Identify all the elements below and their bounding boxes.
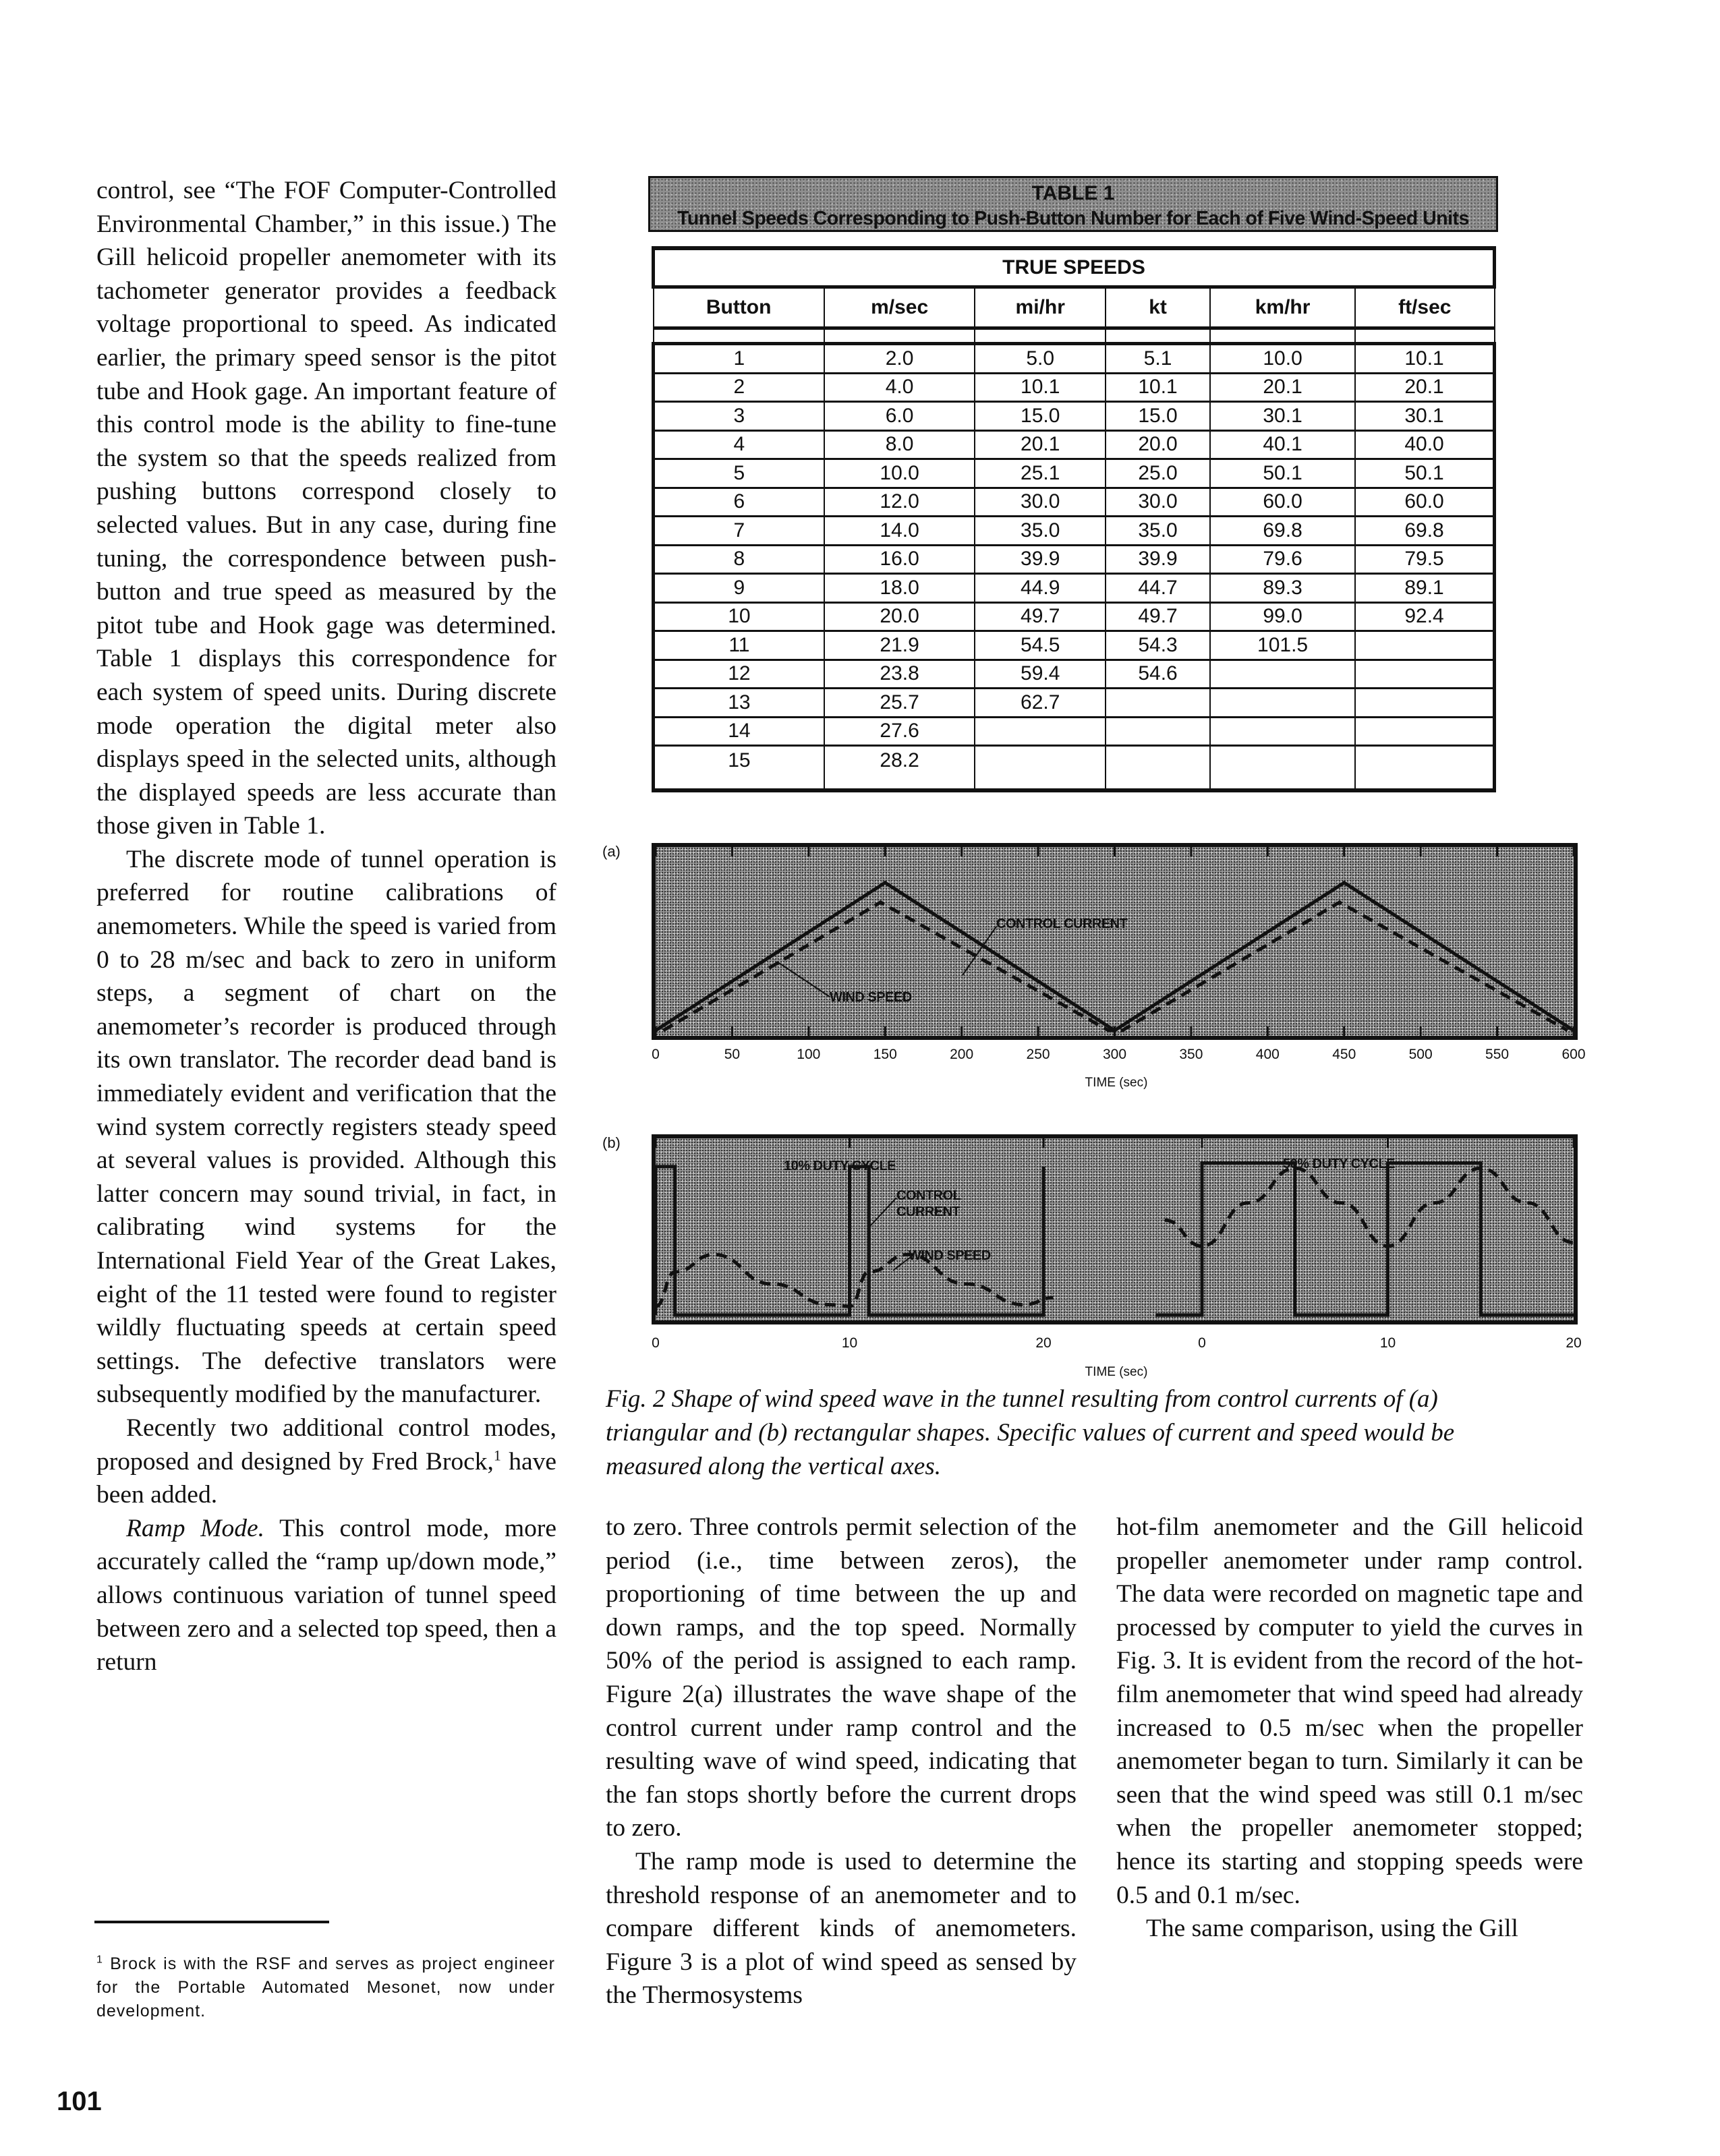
panel-b-label: (b) [602, 1134, 621, 1151]
wind-speed-curve [1165, 1168, 1574, 1246]
annotation-leader-line [777, 962, 830, 997]
table-cell: 54.6 [1106, 660, 1210, 689]
panel-a-label: (a) [602, 843, 621, 860]
column-header: m/sec [824, 287, 975, 328]
x-tick-label: 0 [1198, 1335, 1206, 1351]
section-run-in-heading: Ramp Mode. [126, 1514, 265, 1542]
table-cell: 44.9 [975, 574, 1106, 603]
x-tick-label: 10 [841, 1335, 858, 1351]
x-tick-label: 20 [1035, 1335, 1052, 1351]
table-cell: 69.8 [1210, 517, 1355, 546]
table-row [654, 459, 1495, 488]
table-cell: 5.1 [1106, 344, 1210, 374]
table-title: Tunnel Speeds Corresponding to Push-Button Number for Each of Five Wind-Speed Units [677, 208, 1469, 229]
column-header: mi/hr [975, 287, 1106, 328]
middle-text-column [606, 1511, 1077, 2012]
table-cell: 25.1 [975, 459, 1106, 488]
table-cell: 35.0 [975, 517, 1106, 546]
table-cell: 101.5 [1210, 631, 1355, 660]
table-row [654, 746, 1495, 791]
table-cell: 13 [654, 689, 824, 718]
table-cell: 5.0 [975, 344, 1106, 374]
paragraph-text: Recently two additional control modes, proposed and designed by Fred Brock, [96, 1414, 556, 1476]
speed-table [652, 246, 1496, 792]
table-cell: 69.8 [1355, 517, 1494, 546]
paragraph [96, 1512, 556, 1679]
table-row [654, 402, 1495, 431]
x-tick-label: 250 [1026, 1047, 1050, 1062]
table-cell: 27.6 [824, 717, 975, 746]
x-tick-label: 100 [797, 1047, 821, 1062]
paragraph: control, see “The FOF Computer-Controlled Environmental Chamber,” in this issue.) The Gill helicoid propeller anemometer with its tachometer generator provides a feedback voltage proportional to speed. As indicated earlier, the primary speed sensor is the pitot tube and Hook gage. An important feature of this control mode is the ability to fine-tune the system so that the speeds realized from pushing buttons correspond closely to selected values. But in any case, during fine tuning, the correspondence between push-button and true speed as measured by the pitot tube and Hook gage was determined. Table 1 displays this correspondence for each system of speed units. During discrete mode operation the digital meter also displays speed in the selected units, although the displayed speeds are less accurate than those given in Table 1. [96, 177, 556, 840]
table-row [654, 430, 1495, 459]
table-cell: 44.7 [1106, 574, 1210, 603]
annotation-current: CURRENT [896, 1204, 961, 1219]
figure-2b-x-axis-title: TIME (sec) [1085, 1365, 1148, 1379]
table-cell: 92.4 [1355, 602, 1494, 631]
table-cell: 50.1 [1210, 459, 1355, 488]
table-cell [1355, 746, 1494, 791]
table-cell: 40.1 [1210, 430, 1355, 459]
table-body [654, 328, 1495, 791]
table-cell: 5 [654, 459, 824, 488]
table-row [654, 517, 1495, 546]
table-cell: 54.3 [1106, 631, 1210, 660]
x-tick-label: 10 [1379, 1335, 1396, 1351]
annotation-control: CONTROL [896, 1188, 961, 1203]
table-cell: 23.8 [824, 660, 975, 689]
table-cell: 10.1 [1355, 344, 1494, 374]
table-row [654, 545, 1495, 574]
table-cell: 20.0 [1106, 430, 1210, 459]
paragraph: to zero. Three controls permit selection of the period (i.e., time between zeros), the proportioning of time between the up and down ramps, and the top speed. Normally 50% of the period is assigned to each ramp. Figure 2(a) illustrates the wave shape of the control current under ramp control and the resulting wave of wind speed, indicating that the fan stops shortly before the current drops to zero. [606, 1513, 1077, 1842]
table-cell: 8 [654, 545, 824, 574]
spacer-cell [1355, 328, 1494, 344]
table-group-header: TRUE SPEEDS [654, 248, 1495, 287]
paragraph: The same comparison, using the Gill [1146, 1915, 1518, 1943]
spacer-cell [654, 328, 824, 344]
table-cell: 49.7 [1106, 602, 1210, 631]
table-cell [1355, 631, 1494, 660]
table-cell: 39.9 [975, 545, 1106, 574]
annotation-leader-line [870, 1198, 896, 1226]
table-cell: 40.0 [1355, 430, 1494, 459]
paragraph-text: have been added. [96, 1447, 556, 1509]
spacer-cell [975, 328, 1106, 344]
paragraph: The discrete mode of tunnel operation is preferred for routine calibrations of anemometers. While the speed is varied from 0 to 28 m/sec and back to zero in uniform steps, a segment of chart on the anemometer’s recorder is produced through its own translator. The recorder dead band is immediately evident and verification that the wind system correctly registers steady speed at several values is provided. Although this latter concern may sound trivial, in fact, in calibrating wind systems for the International Field Year of the Great Lakes, eight of the 11 tested were found to register wildly fluctuating speeds at certain speed settings. The defective translators were subsequently modified by the manufacturer. [96, 845, 556, 1409]
table-cell: 30.0 [1106, 488, 1210, 517]
table-cell: 79.5 [1355, 545, 1494, 574]
table-cell [1355, 660, 1494, 689]
table-spacer-row [654, 328, 1495, 344]
annotation-wind-speed: WIND SPEED [830, 990, 912, 1005]
annotation-10-duty-cycle: 10% DUTY CYCLE [784, 1159, 896, 1173]
table-cell: 12 [654, 660, 824, 689]
control-current-line [1155, 1163, 1574, 1315]
table-cell [1210, 660, 1355, 689]
table-row [654, 660, 1495, 689]
table-cell: 89.3 [1210, 574, 1355, 603]
table-cell [975, 717, 1106, 746]
table-cell: 60.0 [1355, 488, 1494, 517]
figure-caption: Fig. 2 Shape of wind speed wave in the tunnel resulting from control currents of (a) triangular and (b) rectangular shapes. Specific values of current and speed would be measured along the vertical axes. [606, 1385, 1455, 1480]
x-tick-label: 600 [1561, 1047, 1586, 1062]
footnote-marker: 1 [96, 1954, 103, 1966]
x-tick-label: 300 [1102, 1047, 1127, 1062]
figure-2b-plot [652, 1134, 1578, 1324]
table-cell [1106, 689, 1210, 718]
annotation-50-duty-cycle: 50% DUTY CYCLE [1283, 1157, 1396, 1171]
table-cell: 30.1 [1355, 402, 1494, 431]
table-cell: 20.0 [824, 602, 975, 631]
table-cell: 3 [654, 402, 824, 431]
table-cell: 62.7 [975, 689, 1106, 718]
paragraph [96, 1411, 556, 1512]
wind-speed-curve [656, 1254, 1053, 1306]
table-cell: 21.9 [824, 631, 975, 660]
table-row [654, 689, 1495, 718]
table-cell: 25.0 [1106, 459, 1210, 488]
spacer-cell [824, 328, 975, 344]
page-number: 101 [57, 2087, 102, 2116]
table-cell: 18.0 [824, 574, 975, 603]
table-row [654, 344, 1495, 374]
table-cell [1355, 717, 1494, 746]
x-tick-label: 0 [652, 1335, 660, 1351]
table-cell: 20.1 [975, 430, 1106, 459]
x-tick-label: 350 [1179, 1047, 1203, 1062]
table-cell: 14 [654, 717, 824, 746]
annotation-wind-speed: WIND SPEED [909, 1248, 991, 1263]
table-cell: 15.0 [1106, 402, 1210, 431]
table-cell: 60.0 [1210, 488, 1355, 517]
x-tick-label: 200 [950, 1047, 974, 1062]
table-cell [1210, 746, 1355, 791]
control-current-line [656, 883, 1574, 1030]
table-row [654, 373, 1495, 402]
footnote [96, 1952, 555, 2023]
table-cell: 20.1 [1355, 373, 1494, 402]
column-header: kt [1106, 287, 1210, 328]
x-tick-label: 450 [1332, 1047, 1356, 1062]
table-cell: 14.0 [824, 517, 975, 546]
table-cell: 6.0 [824, 402, 975, 431]
table-cell: 12.0 [824, 488, 975, 517]
table-cell: 50.1 [1355, 459, 1494, 488]
table-cell: 15.0 [975, 402, 1106, 431]
table-cell: 6 [654, 488, 824, 517]
table-cell: 10.0 [824, 459, 975, 488]
column-header: km/hr [1210, 287, 1355, 328]
table-cell: 2 [654, 373, 824, 402]
table-title-banner [648, 176, 1498, 232]
left-text-column [96, 174, 556, 1679]
figure-2a-plot [652, 843, 1578, 1040]
table-cell: 10.1 [1106, 373, 1210, 402]
table-cell: 30.0 [975, 488, 1106, 517]
table-row [654, 717, 1495, 746]
paragraph: The ramp mode is used to determine the threshold response of an anemometer and to compare different kinds of anemometers. Figure 3 is a plot of wind speed as sensed by the Thermosystems [606, 1847, 1077, 2010]
x-tick-label: 50 [724, 1047, 741, 1062]
table-cell: 11 [654, 631, 824, 660]
table-cell: 54.5 [975, 631, 1106, 660]
table-cell: 2.0 [824, 344, 975, 374]
x-tick-label: 500 [1408, 1047, 1433, 1062]
paragraph: hot-film anemometer and the Gill helicoid propeller anemometer under ramp control. The data were recorded on magnetic tape and processed by computer to yield the curves in Fig. 3. It is evident from the record of the hot-film anemometer that wind speed had already increased to 0.5 m/sec when the propeller anemometer began to turn. Similarly it can be seen that the wind speed was still 0.1 m/sec when the propeller anemometer stopped; hence its starting and stopping speeds were 0.5 and 0.1 m/sec. [1116, 1513, 1583, 1909]
table-cell: 7 [654, 517, 824, 546]
table-label: TABLE 1 [1031, 182, 1115, 204]
table-row [654, 574, 1495, 603]
table-row [654, 488, 1495, 517]
table-cell [1106, 746, 1210, 791]
column-header: ft/sec [1355, 287, 1494, 328]
table-cell: 30.1 [1210, 402, 1355, 431]
x-tick-label: 20 [1566, 1335, 1582, 1351]
table-cell [1210, 717, 1355, 746]
table-cell: 25.7 [824, 689, 975, 718]
footnote-text: Brock is with the RSF and serves as project engineer for the Portable Automated Mesonet, now under development. [96, 1954, 555, 2020]
figure-2a-x-axis-title: TIME (sec) [1085, 1076, 1148, 1090]
spacer-cell [1210, 328, 1355, 344]
table-cell: 16.0 [824, 545, 975, 574]
table-cell: 39.9 [1106, 545, 1210, 574]
control-current-line [656, 1167, 1043, 1315]
table-row [654, 631, 1495, 660]
x-tick-label: 550 [1485, 1047, 1510, 1062]
table-cell [1106, 717, 1210, 746]
spacer-cell [1106, 328, 1210, 344]
table-cell: 9 [654, 574, 824, 603]
table-cell [1210, 689, 1355, 718]
table-cell: 15 [654, 746, 824, 791]
table-cell: 89.1 [1355, 574, 1494, 603]
figure-2a-svg [656, 847, 1574, 1036]
table-cell: 35.0 [1106, 517, 1210, 546]
x-tick-label: 0 [652, 1047, 660, 1062]
table-cell: 10.0 [1210, 344, 1355, 374]
table-cell: 10 [654, 602, 824, 631]
right-text-column [1116, 1511, 1583, 1946]
table-cell [975, 746, 1106, 791]
table-cell: 1 [654, 344, 824, 374]
footnote-divider [94, 1921, 329, 1923]
paragraph-text: This control mode, more accurately called the “ramp up/down mode,” allows continuous variation of tunnel speed between zero and a selected top speed, then a return [96, 1514, 557, 1677]
annotation-control-current: CONTROL CURRENT [996, 916, 1128, 931]
x-tick-label: 400 [1255, 1047, 1280, 1062]
table-row [654, 602, 1495, 631]
table-cell: 20.1 [1210, 373, 1355, 402]
table-cell: 4.0 [824, 373, 975, 402]
x-tick-label: 150 [873, 1047, 897, 1062]
table-cell: 49.7 [975, 602, 1106, 631]
table-cell [1355, 689, 1494, 718]
table-header-row [654, 287, 1495, 328]
table-cell: 99.0 [1210, 602, 1355, 631]
table-cell: 4 [654, 430, 824, 459]
footnote-reference[interactable]: 1 [493, 1447, 501, 1464]
table-cell: 8.0 [824, 430, 975, 459]
table-cell: 28.2 [824, 746, 975, 791]
table-cell: 10.1 [975, 373, 1106, 402]
table-cell: 59.4 [975, 660, 1106, 689]
column-header: Button [654, 287, 824, 328]
table-cell: 79.6 [1210, 545, 1355, 574]
